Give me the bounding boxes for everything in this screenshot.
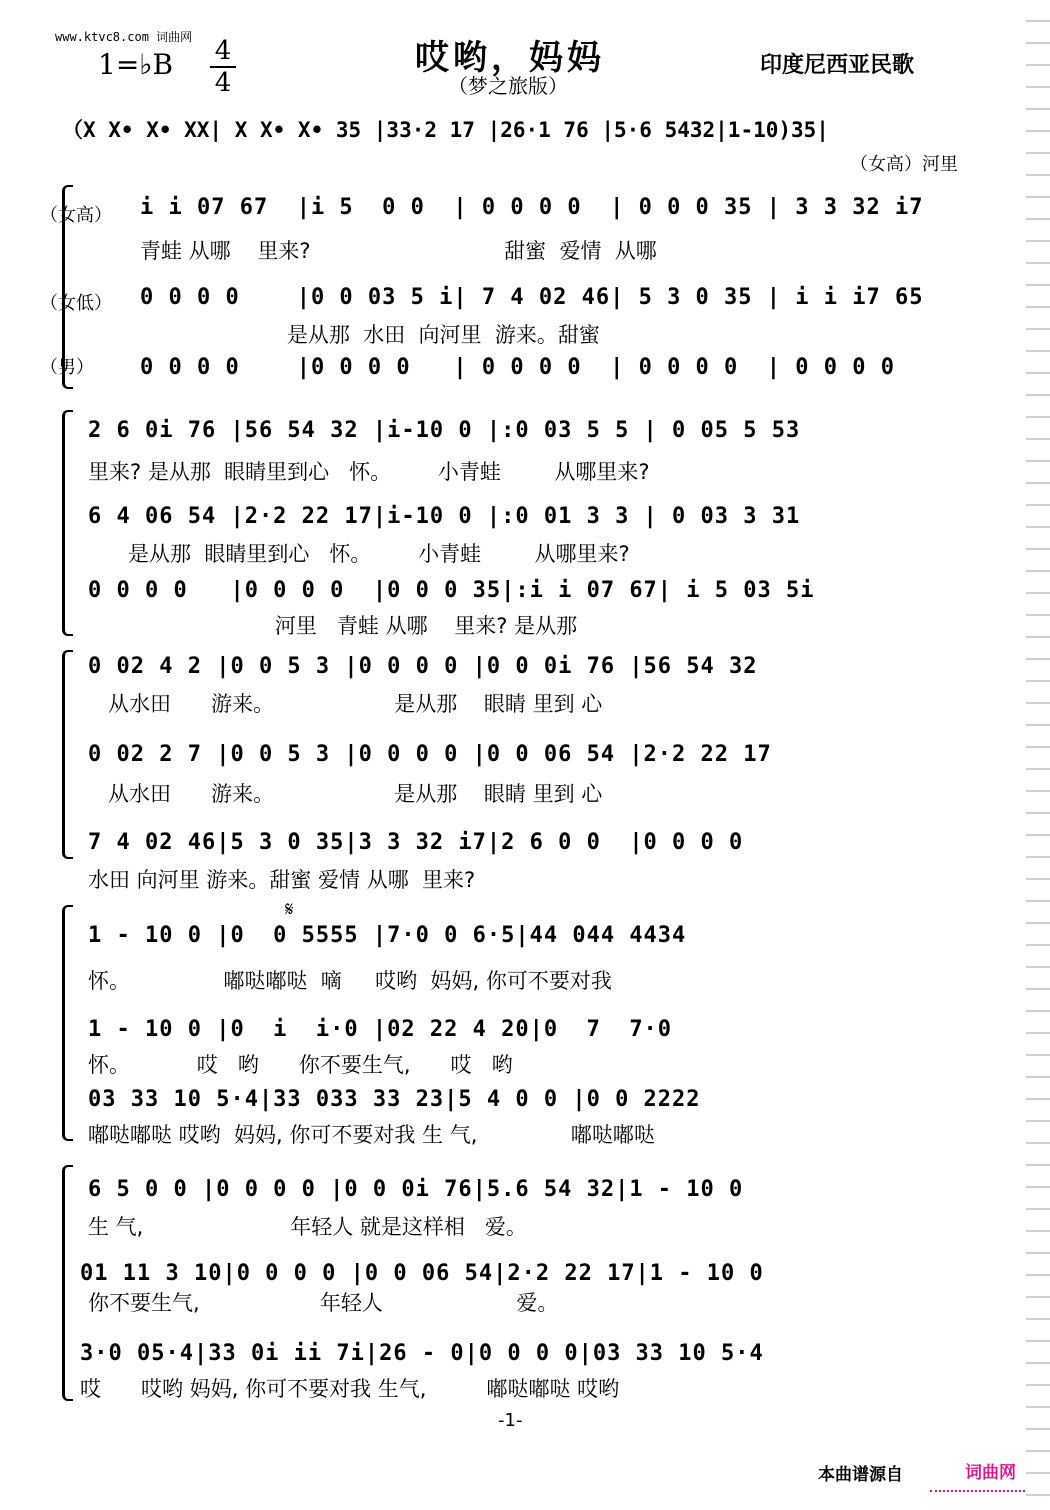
lyrics-male: 嘟哒嘟哒 哎哟 妈妈, 你可不要对我 生 气, 嘟哒嘟哒 — [88, 1123, 655, 1147]
notes-male: 0 0 0 0 |0 0 0 0 |0 0 0 35|:i i 07 67| i 5 03 5i — [88, 578, 815, 603]
time-signature — [210, 36, 236, 98]
system-2 — [0, 410, 1050, 640]
intro-cue: （女高）河里 — [850, 154, 958, 175]
brand-underline — [930, 1490, 1025, 1492]
lyrics-male: 哎 哎哟 妈妈, 你可不要对我 生气, 嘟哒嘟哒 哎哟 — [80, 1377, 620, 1401]
lyrics-soprano: 里来? 是从那 眼睛里到心 怀。 小青蛙 从哪里来? — [88, 460, 650, 484]
time-bottom: 4 — [210, 66, 236, 98]
brand-logo: 词曲网 — [965, 1463, 1016, 1483]
lyrics-alto: 是从那 眼睛里到心 怀。 小青蛙 从哪里来? — [88, 542, 630, 566]
system-bracket — [62, 410, 73, 636]
notes-alto: 01 11 3 10|0 0 0 0 |0 0 06 54|2·2 22 17|1 - 10 0 — [80, 1261, 764, 1286]
notes-alto: 1 - 10 0 |0 i i·0 |02 22 4 20|0 7 7·0 — [88, 1017, 673, 1042]
song-title: 哎哟，妈妈 — [415, 38, 605, 78]
notes-male: 03 33 10 5·4|33 033 33 23|5 4 0 0 |0 0 2222 — [88, 1087, 701, 1112]
song-subtitle: （梦之旅版） — [448, 74, 568, 98]
lyrics-soprano: 生 气, 年轻人 就是这样相 爱。 — [88, 1215, 527, 1239]
notes-alto: 6 4 06 54 |2·2 22 17|i-10 0 |:0 01 3 3 | 0 03 3 31 — [88, 504, 801, 529]
lyrics-male: 河里 青蛙 从哪 里来? 是从那 — [88, 614, 578, 638]
lyrics-alto: 从水田 游来。 是从那 眼睛 里到 心 — [88, 782, 603, 806]
notes-soprano: 6 5 0 0 |0 0 0 0 |0 0 0i 76|5.6 54 32|1 - 10 0 — [88, 1177, 744, 1202]
system-3 — [0, 650, 1050, 890]
notes-alto: 0 0 0 0 |0 0 03 5 i| 7 4 02 46| 5 3 0 35 | i i i7 65 — [140, 285, 924, 310]
composer: 印度尼西亚民歌 — [760, 53, 915, 78]
system-bracket — [62, 650, 73, 859]
voice-label-male: （男） — [40, 357, 94, 378]
notes-soprano: 2 6 0i 76 |56 54 32 |i-10 0 |:0 03 5 5 | 0 05 5 53 — [88, 418, 801, 443]
voice-label-soprano: （女高） — [40, 205, 112, 226]
voice-label-alto: （女低） — [40, 293, 112, 314]
system-5 — [0, 1165, 1050, 1405]
notes-male: 3·0 05·4|33 0i ii 7i|26 - 0|0 0 0 0|03 33 10 5·4 — [80, 1341, 764, 1366]
notes-male: 0 0 0 0 |0 0 0 0 | 0 0 0 0 | 0 0 0 0 | 0 0 0 0 — [140, 355, 895, 380]
lyrics-male: 水田 向河里 游来。甜蜜 爱情 从哪 里来? — [88, 868, 476, 892]
time-top: 4 — [214, 36, 232, 66]
intro-notes: （X X• X• XX| X X• X• 35 |33·2 17 |26·1 76 |5·6 5432|1-10)35| — [62, 118, 829, 142]
system-bracket — [62, 1165, 73, 1401]
lyrics-alto: 你不要生气, 年轻人 爱。 — [88, 1291, 559, 1315]
lyrics-soprano: 怀。 嘟哒嘟哒 嘀 哎哟 妈妈, 你可不要对我 — [88, 969, 612, 993]
segno-sign: 𝄋 — [285, 897, 294, 921]
system-1 — [0, 185, 1050, 395]
lyrics-soprano: 从水田 游来。 是从那 眼睛 里到 心 — [88, 692, 603, 716]
key-signature: 1=♭B — [98, 48, 174, 81]
notes-soprano: 1 - 10 0 |0 0 5555 |7·0 0 6·5|44 044 4434 — [88, 923, 687, 948]
site-url: www.ktvc8.com 词曲网 — [55, 30, 193, 44]
notes-alto: 0 02 2 7 |0 0 5 3 |0 0 0 0 |0 0 06 54 |2·2 22 17 — [88, 742, 772, 767]
lyrics-soprano: 青蛙 从哪 里来? 甜蜜 爱情 从哪 — [140, 239, 657, 263]
system-bracket — [62, 905, 73, 1141]
notes-male: 7 4 02 46|5 3 0 35|3 3 32 i7|2 6 0 0 |0 0 0 0 — [88, 830, 744, 855]
source-label: 本曲谱源自 — [818, 1465, 903, 1485]
notes-soprano: i i 07 67 |i 5 0 0 | 0 0 0 0 | 0 0 0 35 | 3 3 32 i7 — [140, 195, 924, 220]
notes-soprano: 0 02 4 2 |0 0 5 3 |0 0 0 0 |0 0 0i 76 |56 54 32 — [88, 654, 758, 679]
lyrics-alto: 怀。 哎 哟 你不要生气, 哎 哟 — [88, 1053, 513, 1077]
page-number: -1- — [498, 1410, 523, 1431]
system-4 — [0, 897, 1050, 1147]
lyrics-alto: 是从那 水田 向河里 游来。甜蜜 — [140, 323, 600, 347]
